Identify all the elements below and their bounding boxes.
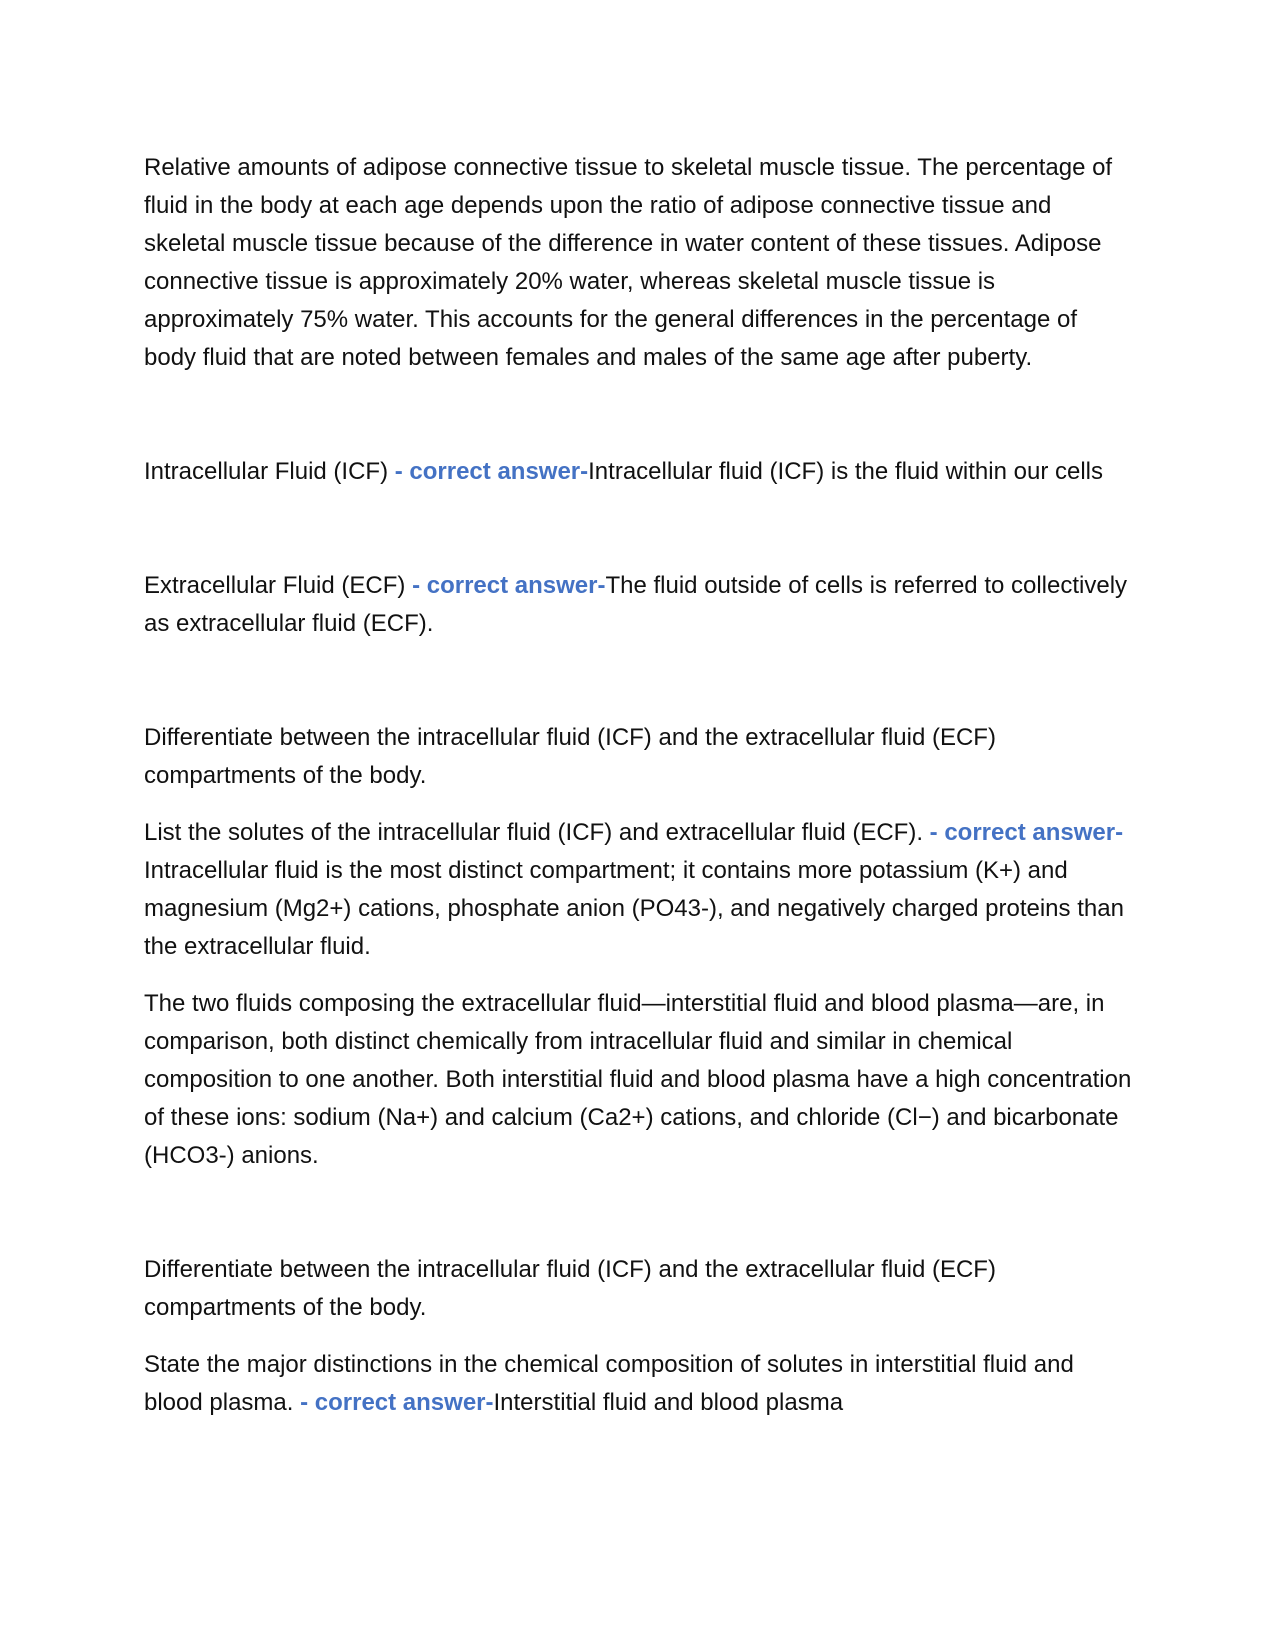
body-text: Differentiate between the intracellular fluid (ICF) and the extracellular fluid (ECF) compartments of the body. — [144, 724, 996, 789]
body-text: State the major distinctions in the chemical composition of solutes in interstitial fluid and blood plasma. — [144, 1351, 1074, 1416]
body-text: List the solutes of the intracellular fluid (ICF) and extracellular fluid (ECF). — [144, 819, 930, 846]
body-text: The two fluids composing the extracellular fluid—interstitial fluid and blood plasma—are, in comparison, both distinct chemically from intracellular fluid and similar in chemical composition to one another. Both interstitial fluid and blood plasma have a high concentration of these ions: sodium (Na+) and calcium (Ca2+) cations, and chloride (Cl−) and bicarbonate (HCO3-) anions. — [144, 990, 1132, 1169]
paragraph — [144, 1346, 1134, 1422]
body-text: Relative amounts of adipose connective tissue to skeletal muscle tissue. The percentage of fluid in the body at each age depends upon the ratio of adipose connective tissue and skeletal muscle tissue because of the difference in water content of these tissues. Adipose connective tissue is approximately 20% water, whereas skeletal muscle tissue is approximately 75% water. This accounts for the general differences in the percentage of body fluid that are noted between females and males of the same age after puberty. — [144, 154, 1113, 371]
correct-answer-marker: - correct answer- — [394, 458, 589, 485]
correct-answer-marker: - correct answer- — [412, 572, 606, 599]
paragraph — [144, 719, 1134, 795]
paragraph — [144, 567, 1134, 643]
body-text: Differentiate between the intracellular fluid (ICF) and the extracellular fluid (ECF) compartments of the body. — [144, 1256, 996, 1321]
paragraph — [144, 453, 1134, 491]
document-body — [144, 0, 1134, 1441]
paragraph — [144, 814, 1134, 966]
correct-answer-marker: - correct answer- — [929, 819, 1124, 846]
paragraph-spacer — [144, 510, 1134, 567]
paragraph-spacer — [144, 396, 1134, 453]
body-text: Interstitial fluid and blood plasma — [493, 1389, 844, 1416]
paragraph — [144, 985, 1134, 1175]
paragraph-spacer — [144, 662, 1134, 719]
body-text: Intracellular fluid (ICF) is the fluid within our cells — [588, 458, 1103, 485]
body-text: The fluid outside of cells is referred to collectively as extracellular fluid (ECF). — [144, 572, 1128, 637]
paragraph-spacer — [144, 1194, 1134, 1251]
paragraph — [144, 1251, 1134, 1327]
paragraph — [144, 149, 1134, 377]
body-text: Intracellular fluid is the most distinct compartment; it contains more potassium (K+) and magnesium (Mg2+) cations, phosphate anion (PO43-), and negatively charged proteins than the extracellular fluid. — [144, 857, 1124, 960]
body-text: Intracellular Fluid (ICF) — [144, 458, 395, 485]
correct-answer-marker: - correct answer- — [300, 1389, 494, 1416]
body-text: Extracellular Fluid (ECF) — [144, 572, 413, 599]
